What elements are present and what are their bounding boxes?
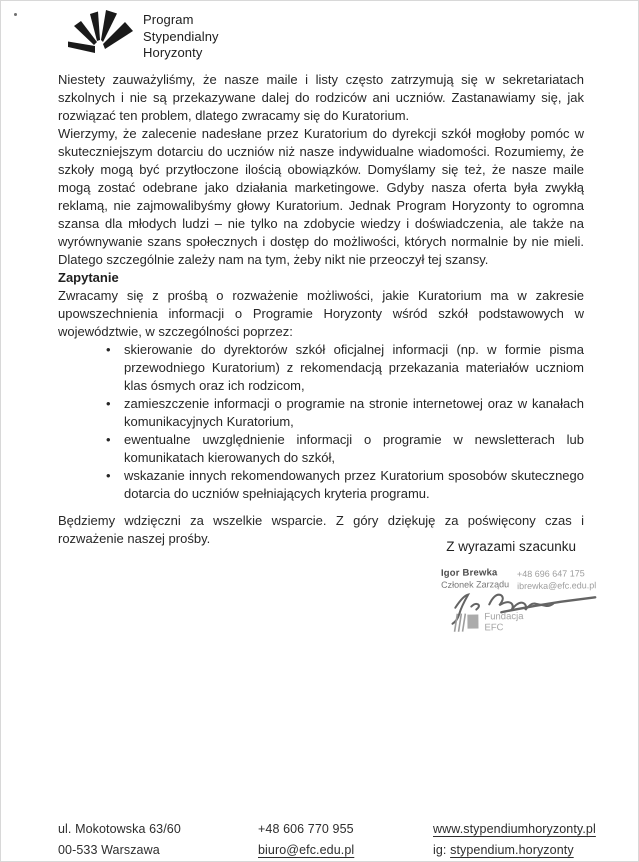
logo-word-2: Stypendialny [143,28,219,44]
letterhead [68,10,219,62]
list-item: • wskazanie innych rekomendowanych przez Kuratorium sposobów skutecznego dotarcia do uczniów spełniających kryteria programu. [124,467,584,503]
footer-address [58,819,181,861]
footer-phone: +48 606 770 955 [258,822,354,836]
signature-block [440,566,611,634]
signer-name: Igor Brewka [440,567,498,579]
footer-instagram-link[interactable]: stypendium.horyzonty [450,843,574,857]
scan-artifact-dot [14,13,17,16]
paragraph-argument: Wierzymy, że zalecenie nadesłane przez Kuratorium do dyrekcji szkół mogłoby pomóc w skuteczniejszym dotarciu do uczniów niż nasze indywidualne wiadomości. Rozumiemy, że szkoły mogą być przytłoczone ilością obowiązków. Domyślamy się też, że nasze maile mogą zostać odebrane jako działania marketingowe. Gdyby nasza oferta była zwykłą reklamą, nie zajmowalibyśmy głowy Kuratorium. Jednak Program Horyzonty to ogromna szansa dla młodych ludzi – nie tylko na zdobycie wiedzy i doświadczenia, ale także na wyrównywanie szans społecznych i dostęp do możliwości, których normalnie by nie mieli. Dlatego szczególnie zależy nam na tym, żeby nikt nie przeoczył tej szansy. [58,126,584,267]
instagram-label: ig: [433,843,447,857]
stamp-org-name [484,609,523,633]
footer-email-link[interactable]: biuro@efc.edu.pl [258,843,355,857]
signer-phone: +48 696 647 175 [516,568,585,580]
logo-word-3: Horyzonty [143,45,203,60]
logo-wordmark [143,10,219,62]
horyzonty-logo-icon [68,10,134,62]
signer-role: Członek Zarządu [440,579,510,590]
list-item: • zamieszczenie informacji o programie na stronie internetowej oraz w kanałach komunikacyjnych Kuratorium, [124,395,584,431]
request-list [58,341,584,503]
fundacja-efc-logo-icon [453,609,479,636]
footer-web [433,819,596,861]
paragraph-intro: Niestety zauważyliśmy, że nasze maile i listy często zatrzymują się w sekretariatach szkolnych i nie są przekazywane dalej do rodziców ani uczniów. Zastanawiamy się, jak rozwiązać ten problem, dlatego zwracamy się do Kuratorium. [58,72,584,123]
address-line-2: 00-533 Warszawa [58,843,160,857]
letter-body [58,71,584,548]
stamp-org-line-1: Fundacja [484,611,524,623]
footer-contact [258,819,354,861]
signoff-line: Z wyrazami szacunku [446,539,576,554]
list-item: • ewentualne uwzględnienie informacji o programie w newsletterach lub komunikatach kierowanych do szkół, [124,431,584,467]
section-heading: Zapytanie [58,270,119,285]
signer-email: ibrewka@efc.edu.pl [517,580,597,592]
fundacja-efc-stamp [453,609,523,637]
logo-word-1: Program [143,12,194,27]
section-intro: Zwracamy się z prośbą o rozważenie możliwości, jakie Kuratorium ma w zakresie upowszechnienia informacji o Programie Horyzonty wśród szkół podstawowych w województwie, w szczególności poprzez: [58,288,584,339]
closing-paragraph: Będziemy wdzięczni za wszelkie wsparcie. Z góry dziękuję za poświęcony czas i rozważenie naszej prośby. [58,513,584,546]
footer-website-link[interactable]: www.stypendiumhoryzonty.pl [433,822,596,836]
stamp-org-line-2: EFC [484,622,504,634]
address-line-1: ul. Mokotowska 63/60 [58,822,181,836]
list-item: • skierowanie do dyrektorów szkół oficjalnej informacji (np. w formie pisma przewodniego Kuratorium) z rekomendacją przekazania materiałów uczniom klas ósmych oraz ich rodzicom, [124,341,584,395]
